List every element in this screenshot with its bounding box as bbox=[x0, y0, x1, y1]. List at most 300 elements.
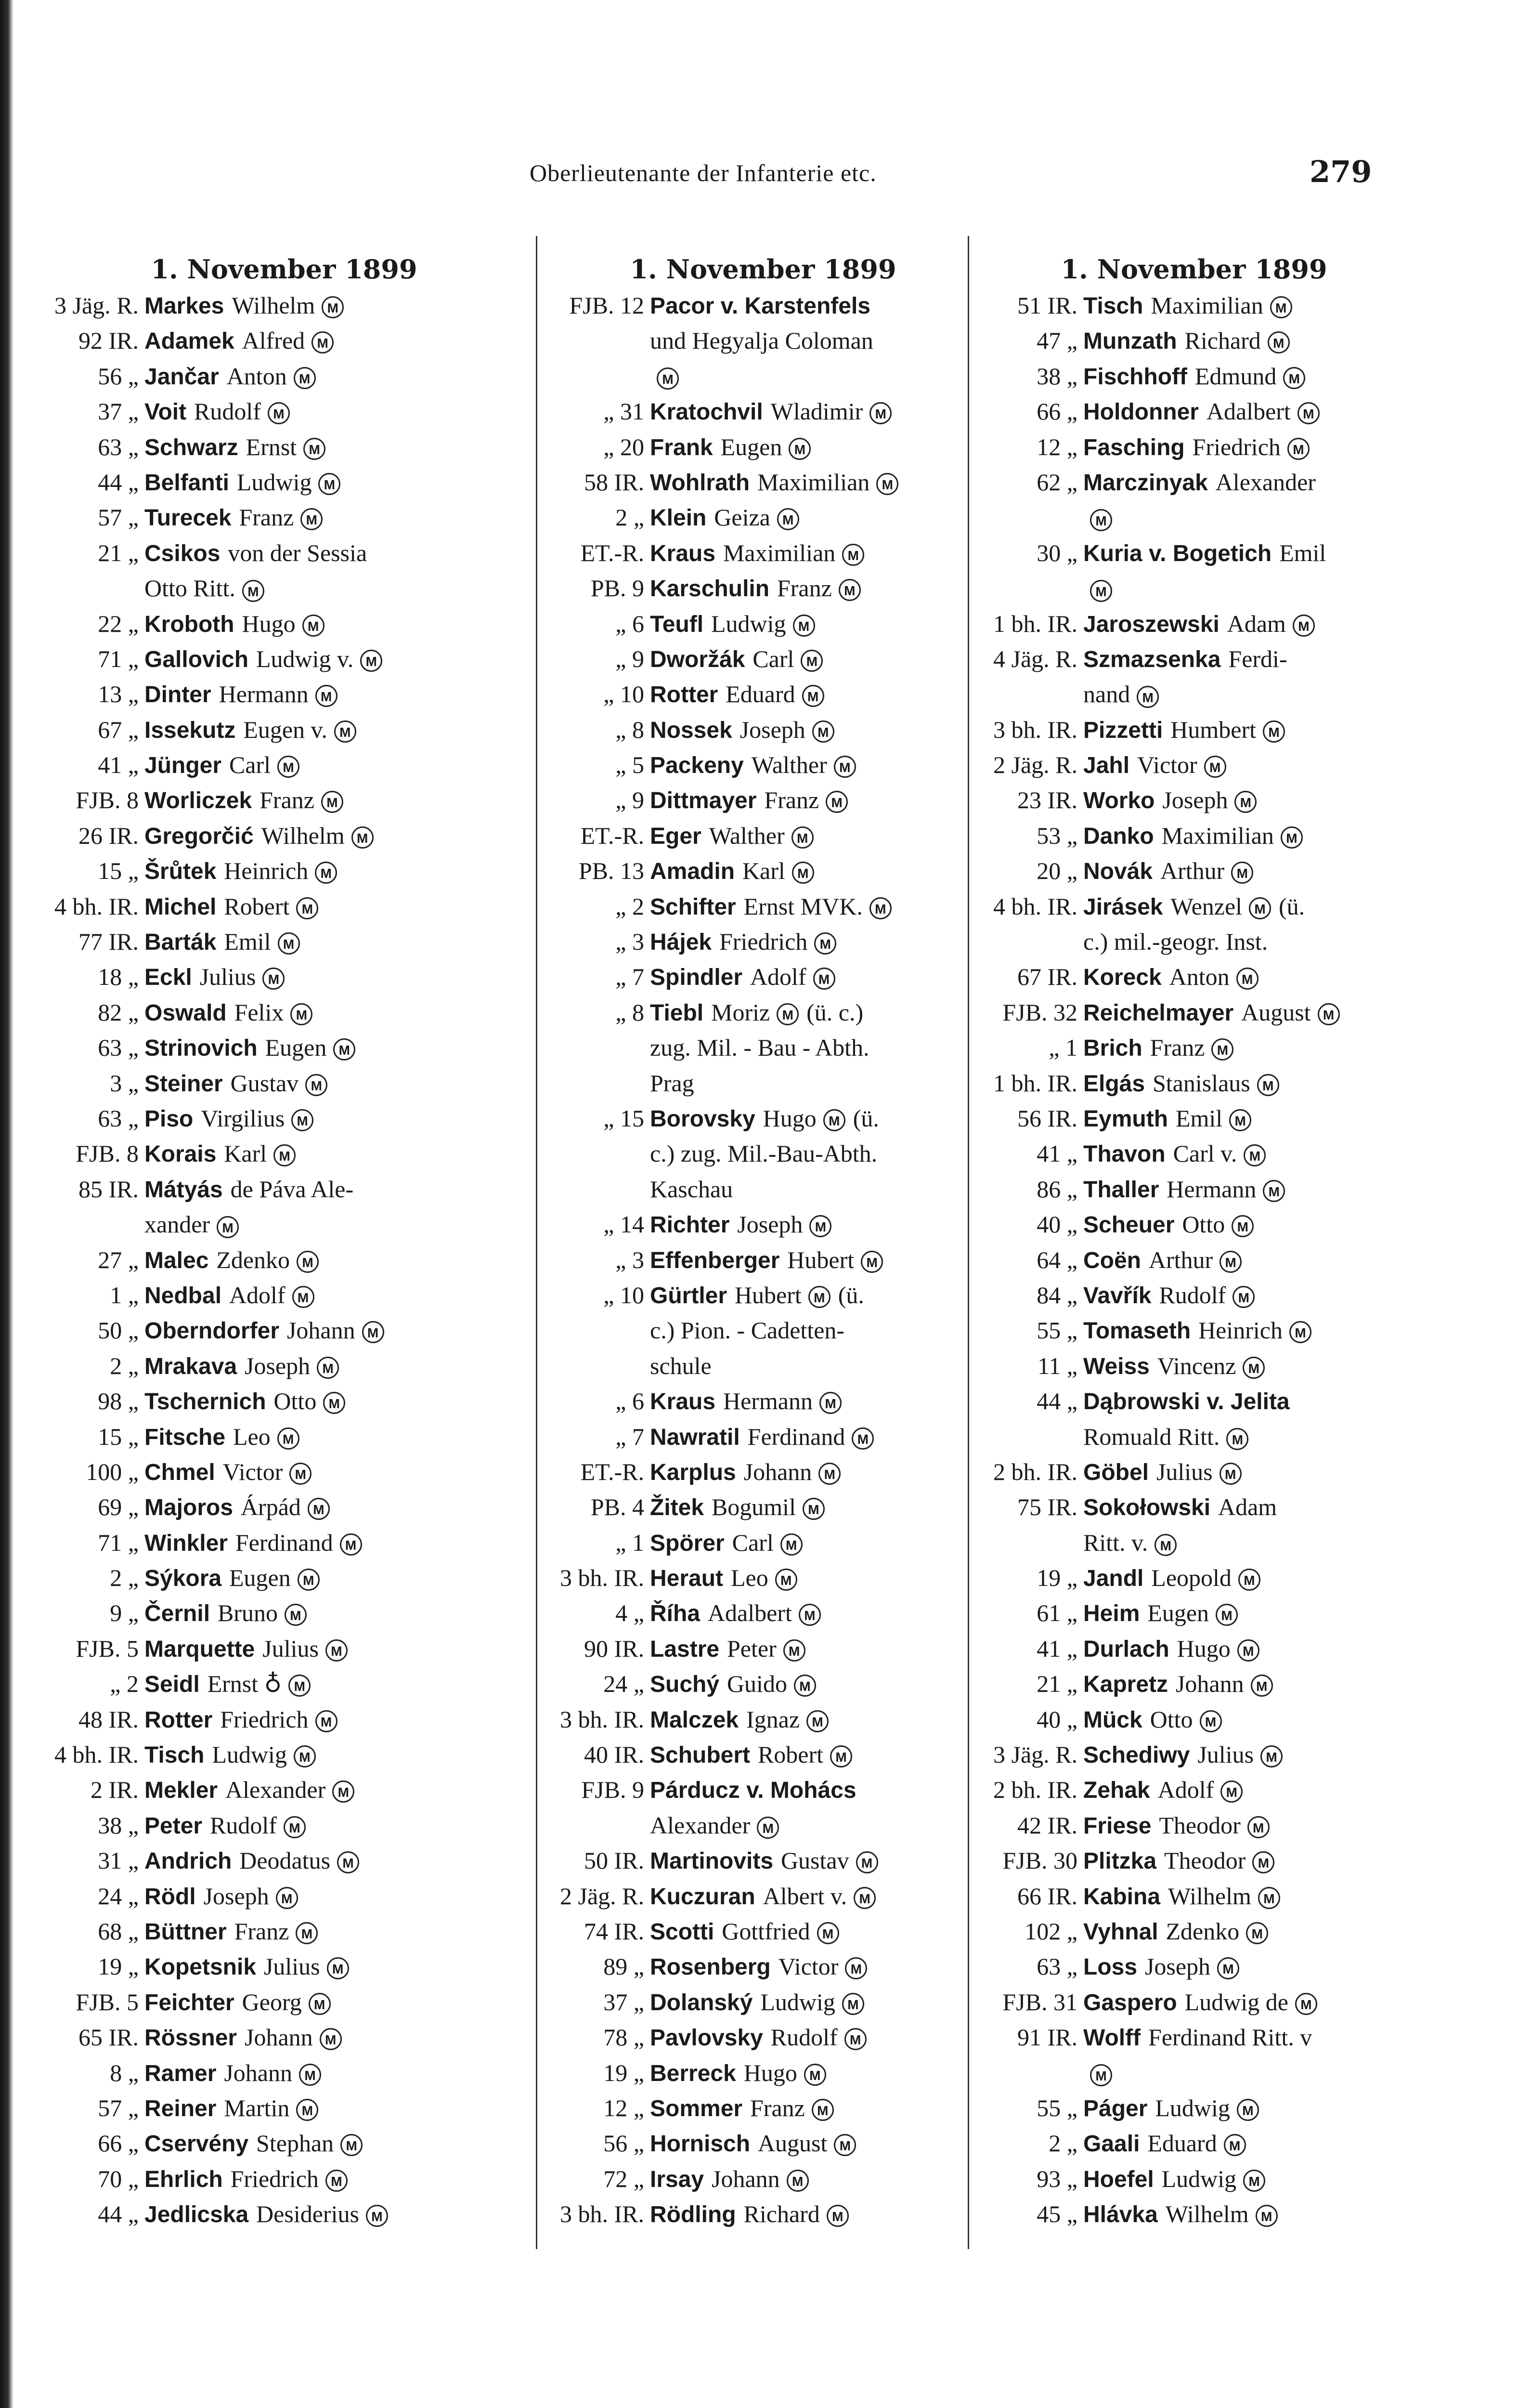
officer-given-name: Maximilian bbox=[723, 539, 836, 566]
officer-surname: Amadin bbox=[650, 859, 735, 885]
officer-given-name: Ludwig bbox=[711, 610, 786, 637]
officer-given-name: Adalbert bbox=[1206, 398, 1291, 425]
officer-entry bbox=[549, 1631, 977, 1666]
unit-designation: 44 „ bbox=[98, 2200, 139, 2228]
unit-designation: 3 Jäg. R. bbox=[993, 1741, 1077, 1768]
unit-designation: 1 bh. IR. bbox=[993, 1069, 1077, 1097]
officer-surname: Reiner bbox=[144, 2095, 217, 2121]
entry-continuation bbox=[549, 1808, 977, 1843]
officer-entry bbox=[549, 889, 977, 924]
unit-designation: 4 „ bbox=[615, 1599, 644, 1627]
officer-surname: Rotter bbox=[144, 1707, 213, 1733]
officer-surname: Martinovits bbox=[650, 1848, 774, 1874]
officer-surname: Markes bbox=[144, 293, 224, 319]
officer-entry bbox=[982, 536, 1406, 571]
unit-designation: 53 „ bbox=[1037, 822, 1077, 849]
officer-given-name: Adolf bbox=[750, 963, 806, 991]
officer-entry bbox=[982, 1313, 1406, 1348]
officer-given-name: Franz bbox=[764, 786, 819, 814]
unit-designation: „ 9 bbox=[615, 645, 644, 672]
entry-continuation bbox=[43, 1207, 525, 1242]
continuation-line bbox=[1083, 500, 1112, 535]
entry-continuation bbox=[982, 677, 1406, 712]
military-merit-medal-icon: M bbox=[303, 438, 325, 460]
officer-given-name: Stanislaus bbox=[1152, 1069, 1250, 1097]
officer-given-name: Alfred bbox=[242, 327, 305, 354]
officer-surname: Kuczuran bbox=[650, 1884, 755, 1910]
entry-note: (ü. bbox=[838, 1281, 864, 1309]
officer-surname: Frank bbox=[650, 434, 713, 460]
military-merit-medal-icon: M bbox=[1293, 615, 1315, 637]
military-merit-medal-icon: M bbox=[294, 1745, 316, 1767]
continuation-text: c.) mil.-geogr. Inst. bbox=[1083, 928, 1268, 955]
unit-designation: 57 „ bbox=[98, 2094, 139, 2121]
military-merit-medal-icon: M bbox=[321, 791, 343, 813]
officer-entry bbox=[43, 2091, 525, 2126]
officer-given-name: Alexander bbox=[1215, 468, 1316, 496]
officer-entry bbox=[549, 2091, 977, 2126]
officer-entry bbox=[43, 465, 525, 500]
officer-surname: Karschulin bbox=[650, 576, 770, 602]
continuation-line bbox=[144, 1207, 239, 1242]
officer-given-name: Edmund bbox=[1194, 362, 1277, 390]
officer-surname: Dittmayer bbox=[650, 788, 757, 814]
military-merit-medal-icon: M bbox=[808, 1286, 830, 1308]
military-merit-medal-icon: M bbox=[1137, 686, 1159, 708]
unit-designation: 102 „ bbox=[1025, 1917, 1077, 1945]
officer-entry bbox=[549, 394, 977, 429]
officer-given-name: Ludwig bbox=[1161, 2165, 1237, 2192]
officer-given-name: Franz bbox=[777, 575, 832, 602]
military-merit-medal-icon: M bbox=[292, 1286, 314, 1308]
military-merit-medal-icon: M bbox=[297, 1251, 319, 1273]
officer-surname: Brich bbox=[1083, 1035, 1142, 1061]
page-header bbox=[0, 154, 1531, 202]
unit-designation: 67 „ bbox=[98, 716, 139, 743]
officer-surname: Gaali bbox=[1083, 2131, 1140, 2157]
officer-surname: Kroboth bbox=[144, 611, 234, 637]
officer-entry bbox=[982, 1490, 1406, 1525]
officer-given-name: Otto bbox=[1182, 1211, 1225, 1238]
officer-surname: Belfanti bbox=[144, 470, 230, 496]
officer-surname: Strinovich bbox=[144, 1035, 258, 1061]
entry-continuation bbox=[43, 571, 525, 606]
officer-entry bbox=[549, 1384, 977, 1419]
officer-entry bbox=[549, 465, 977, 500]
continuation-text: xander bbox=[144, 1211, 210, 1238]
officer-surname: Friese bbox=[1083, 1813, 1152, 1839]
military-merit-medal-icon: M bbox=[332, 1780, 354, 1803]
officer-given-name: Adolf bbox=[1157, 1776, 1214, 1804]
military-merit-medal-icon: M bbox=[1246, 1922, 1268, 1944]
military-merit-medal-icon: M bbox=[262, 968, 285, 990]
officer-given-name: Karl bbox=[224, 1140, 267, 1167]
military-merit-medal-icon: M bbox=[1263, 720, 1285, 743]
officer-entry bbox=[982, 1702, 1406, 1737]
military-merit-medal-icon: M bbox=[1220, 1251, 1242, 1273]
military-merit-medal-icon: M bbox=[844, 2028, 867, 2050]
officer-surname: Spindler bbox=[650, 965, 743, 991]
officer-entry bbox=[982, 1949, 1406, 1984]
officer-entry bbox=[43, 1384, 525, 1419]
officer-entry bbox=[982, 1879, 1406, 1914]
officer-surname: Tomaseth bbox=[1083, 1318, 1191, 1344]
officer-surname: Jaroszewski bbox=[1083, 611, 1220, 637]
military-merit-medal-icon: M bbox=[812, 2099, 834, 2121]
officer-given-name: Árpád bbox=[240, 1493, 301, 1521]
officer-surname: Novák bbox=[1083, 859, 1153, 885]
officer-entry bbox=[549, 853, 977, 889]
officer-surname: Gaspero bbox=[1083, 1989, 1177, 2015]
unit-designation: ET.-R. bbox=[580, 1458, 644, 1485]
military-merit-medal-icon: M bbox=[1258, 1887, 1280, 1909]
military-merit-medal-icon: M bbox=[1220, 1780, 1243, 1803]
continuation-text: nand bbox=[1083, 681, 1130, 708]
military-merit-medal-icon: M bbox=[780, 1533, 803, 1556]
officer-given-name: Julius bbox=[262, 1635, 319, 1662]
officer-surname: Dinter bbox=[144, 682, 211, 708]
officer-given-name: Hermann bbox=[219, 681, 309, 708]
officer-surname: Dolanský bbox=[650, 1989, 753, 2015]
unit-designation: FJB. 8 bbox=[76, 786, 139, 814]
unit-designation: 20 „ bbox=[1037, 857, 1077, 885]
officer-given-name: August bbox=[757, 2130, 828, 2157]
entry-note: (ü. c.) bbox=[806, 998, 864, 1026]
officer-surname: Schwarz bbox=[144, 434, 238, 460]
officer-surname: Dąbrowski v. Jelita bbox=[1083, 1389, 1290, 1415]
officer-surname: Žitek bbox=[650, 1495, 704, 1521]
military-merit-medal-icon: M bbox=[1220, 1463, 1242, 1485]
officer-given-name: Albert v. bbox=[763, 1882, 847, 1910]
continuation-text: Prag bbox=[650, 1069, 694, 1097]
officer-surname: Rotter bbox=[650, 682, 718, 708]
unit-designation: 63 „ bbox=[98, 1104, 139, 1132]
roster-column-1 bbox=[43, 250, 525, 2232]
officer-entry bbox=[982, 394, 1406, 429]
officer-given-name: Joseph bbox=[740, 716, 805, 743]
officer-given-name: Franz bbox=[259, 786, 314, 814]
officer-entry bbox=[549, 2020, 977, 2055]
unit-designation: 63 „ bbox=[1037, 1953, 1077, 1980]
officer-surname: Peter bbox=[144, 1813, 203, 1839]
officer-given-name: Gustav bbox=[780, 1847, 849, 1874]
officer-given-name: Richard bbox=[1184, 327, 1261, 354]
officer-given-name: Otto bbox=[273, 1387, 317, 1415]
officer-given-name: Leopold bbox=[1151, 1564, 1232, 1592]
officer-entry bbox=[43, 500, 525, 535]
military-merit-medal-icon: M bbox=[801, 650, 823, 672]
officer-given-name: Friedrich bbox=[719, 928, 808, 955]
entry-continuation bbox=[549, 1030, 977, 1065]
officer-entry bbox=[982, 1454, 1406, 1490]
officer-surname: Thaller bbox=[1083, 1177, 1159, 1203]
military-merit-medal-icon: M bbox=[1289, 1321, 1311, 1343]
officer-given-name: Adalbert bbox=[707, 1599, 792, 1627]
continuation-text: zug. Mil. - Bau - Abth. bbox=[650, 1034, 869, 1061]
unit-designation: 38 „ bbox=[1037, 362, 1077, 390]
officer-entry bbox=[43, 1985, 525, 2020]
military-merit-medal-icon: M bbox=[834, 2134, 856, 2156]
officer-given-name: Ludwig bbox=[236, 468, 312, 496]
continuation-text: c.) Pion. - Cadetten- bbox=[650, 1317, 845, 1344]
officer-entry bbox=[43, 783, 525, 818]
officer-surname: Jünger bbox=[144, 753, 222, 779]
military-merit-medal-icon: M bbox=[325, 2170, 348, 2192]
officer-given-name: Vincenz bbox=[1157, 1352, 1236, 1379]
officer-given-name: Wladimir bbox=[770, 398, 863, 425]
officer-surname: Barták bbox=[144, 929, 217, 955]
officer-entry bbox=[982, 1914, 1406, 1949]
officer-surname: Tisch bbox=[1083, 293, 1143, 319]
officer-surname: Oswald bbox=[144, 1000, 227, 1026]
unit-designation: 74 IR. bbox=[584, 1917, 644, 1945]
military-merit-medal-icon: M bbox=[288, 1675, 311, 1697]
continuation-line bbox=[1083, 2055, 1112, 2091]
officer-surname: Ehrlich bbox=[144, 2166, 223, 2192]
military-merit-medal-icon: M bbox=[1256, 2205, 1278, 2227]
unit-designation: 24 „ bbox=[603, 1670, 644, 1698]
officer-given-name: Rudolf bbox=[194, 398, 261, 425]
unit-designation: 41 „ bbox=[1037, 1635, 1077, 1662]
unit-designation: 18 „ bbox=[98, 963, 139, 991]
military-merit-medal-icon: M bbox=[876, 473, 898, 495]
officer-entry bbox=[43, 1949, 525, 1984]
officer-surname: Andrich bbox=[144, 1848, 232, 1874]
officer-entry bbox=[43, 747, 525, 783]
officer-surname: Piso bbox=[144, 1106, 194, 1132]
unit-designation: 2 bh. IR. bbox=[993, 1458, 1077, 1485]
officer-entry bbox=[549, 1560, 977, 1596]
officer-surname: Teufl bbox=[650, 611, 704, 637]
officer-entry bbox=[982, 1066, 1406, 1101]
officer-surname: Richter bbox=[650, 1212, 730, 1238]
officer-entry bbox=[549, 2126, 977, 2161]
officer-surname: Sokołowski bbox=[1083, 1495, 1211, 1521]
officer-entry bbox=[982, 1030, 1406, 1065]
military-merit-medal-icon: M bbox=[296, 1922, 318, 1944]
continuation-text: Alexander bbox=[650, 1811, 751, 1839]
officer-surname: Hornisch bbox=[650, 2131, 751, 2157]
unit-designation: 82 „ bbox=[98, 998, 139, 1026]
military-merit-medal-icon: M bbox=[309, 1993, 331, 2015]
officer-given-name: Julius bbox=[199, 963, 256, 991]
unit-designation: 47 „ bbox=[1037, 327, 1077, 354]
unit-designation: 40 „ bbox=[1037, 1211, 1077, 1238]
officer-given-name: Ludwig bbox=[760, 1988, 835, 2015]
officer-given-name: Robert bbox=[224, 892, 290, 920]
officer-entry bbox=[43, 359, 525, 394]
officer-entry bbox=[982, 1843, 1406, 1878]
officer-given-name: Desiderius bbox=[256, 2200, 359, 2228]
military-merit-medal-icon: M bbox=[318, 473, 340, 495]
officer-surname: Szmazsenka bbox=[1083, 646, 1221, 672]
officer-entry bbox=[549, 1490, 977, 1525]
unit-designation: 22 „ bbox=[98, 610, 139, 637]
officer-entry bbox=[549, 536, 977, 571]
officer-given-name: Humbert bbox=[1170, 716, 1256, 743]
unit-designation: FJB. 9 bbox=[581, 1776, 644, 1804]
officer-given-name: Franz bbox=[750, 2094, 805, 2121]
continuation-text: Otto Ritt. bbox=[144, 575, 235, 602]
military-merit-medal-icon: M bbox=[834, 756, 856, 778]
officer-entry bbox=[43, 1702, 525, 1737]
continuation-text: Kaschau bbox=[650, 1175, 733, 1203]
officer-given-name: Hubert bbox=[734, 1281, 802, 1309]
officer-given-name: Ludwig bbox=[1155, 2094, 1230, 2121]
entry-continuation bbox=[549, 1066, 977, 1101]
officer-given-name: Moriz bbox=[711, 998, 770, 1026]
officer-given-name: Felix bbox=[234, 998, 284, 1026]
military-merit-medal-icon: M bbox=[1297, 402, 1320, 424]
unit-designation: 24 „ bbox=[98, 1882, 139, 1910]
unit-designation: 56 IR. bbox=[1017, 1104, 1077, 1132]
officer-given-name: Ferdinand bbox=[747, 1423, 845, 1450]
officer-surname: Karplus bbox=[650, 1459, 736, 1485]
officer-surname: Oberndorfer bbox=[144, 1318, 280, 1344]
officer-entry bbox=[982, 1985, 1406, 2020]
military-merit-medal-icon: M bbox=[812, 720, 834, 743]
officer-given-name: Ernst MVK. bbox=[743, 892, 863, 920]
officer-given-name: Otto bbox=[1150, 1705, 1193, 1733]
unit-designation: 68 „ bbox=[98, 1917, 139, 1945]
officer-given-name: Hugo bbox=[242, 610, 296, 637]
officer-surname: Feichter bbox=[144, 1989, 234, 2015]
military-merit-medal-icon: M bbox=[337, 1851, 359, 1873]
unit-designation: „ 5 bbox=[615, 751, 644, 779]
officer-surname: Michel bbox=[144, 894, 217, 920]
military-merit-medal-icon: M bbox=[291, 1109, 313, 1131]
officer-given-name: Franz bbox=[1150, 1034, 1205, 1061]
officer-entry bbox=[43, 288, 525, 323]
officer-entry bbox=[549, 712, 977, 747]
officer-entry bbox=[43, 1737, 525, 1772]
officer-surname: Spörer bbox=[650, 1530, 725, 1556]
officer-given-name: Rudolf bbox=[770, 2024, 838, 2051]
officer-given-name: Joseph bbox=[737, 1211, 803, 1238]
officer-entry bbox=[549, 1207, 977, 1242]
officer-given-name: Victor bbox=[222, 1458, 283, 1485]
unit-designation: „ 7 bbox=[615, 1423, 644, 1450]
officer-surname: Tiebl bbox=[650, 1000, 704, 1026]
military-merit-medal-icon: M bbox=[793, 615, 815, 637]
officer-entry bbox=[43, 1490, 525, 1525]
unit-designation: 100 „ bbox=[86, 1458, 139, 1485]
military-merit-medal-icon: M bbox=[1243, 2170, 1265, 2192]
officer-given-name: Johann bbox=[1175, 1670, 1244, 1698]
military-merit-medal-icon: M bbox=[869, 897, 892, 919]
officer-given-name: Johann bbox=[712, 2165, 780, 2192]
officer-given-name: Anton bbox=[1169, 963, 1230, 991]
unit-designation: ET.-R. bbox=[580, 822, 644, 849]
military-merit-medal-icon: M bbox=[854, 1887, 876, 1909]
officer-surname: Seidl bbox=[144, 1672, 200, 1698]
officer-entry bbox=[43, 1666, 525, 1701]
running-title: Oberlieutenante der Infanterie etc. bbox=[530, 159, 877, 186]
military-merit-medal-icon: M bbox=[813, 968, 835, 990]
military-merit-medal-icon: M bbox=[1217, 1957, 1239, 1979]
officer-surname: Kabina bbox=[1083, 1884, 1161, 1910]
officer-entry bbox=[549, 783, 977, 818]
officer-given-name: Johann bbox=[224, 2059, 292, 2086]
officer-given-name: Emil bbox=[1175, 1104, 1223, 1132]
officer-entry bbox=[982, 747, 1406, 783]
military-merit-medal-icon: M bbox=[1244, 1144, 1266, 1166]
military-merit-medal-icon: M bbox=[802, 685, 824, 707]
officer-given-name: Wilhelm bbox=[1168, 1882, 1251, 1910]
officer-entry bbox=[43, 995, 525, 1030]
entry-continuation bbox=[549, 1348, 977, 1384]
unit-designation: 15 „ bbox=[98, 1423, 139, 1450]
officer-entry bbox=[43, 1454, 525, 1490]
military-merit-medal-icon: M bbox=[777, 1003, 799, 1025]
officer-entry bbox=[43, 536, 525, 571]
officer-entry bbox=[43, 430, 525, 465]
officer-entry bbox=[43, 1808, 525, 1843]
unit-designation: „ 3 bbox=[615, 1246, 644, 1273]
unit-designation: 92 IR. bbox=[78, 327, 139, 354]
officer-given-name: Julius bbox=[1197, 1741, 1254, 1768]
roster-list bbox=[549, 288, 977, 2232]
officer-given-name: Arthur bbox=[1160, 857, 1225, 885]
military-merit-medal-icon: M bbox=[777, 508, 799, 530]
officer-surname: Gregorčić bbox=[144, 823, 254, 849]
unit-designation: „ 3 bbox=[615, 928, 644, 955]
unit-designation: 19 „ bbox=[1037, 1564, 1077, 1592]
unit-designation: 71 „ bbox=[98, 1529, 139, 1556]
military-merit-medal-icon: M bbox=[305, 1074, 327, 1096]
unit-designation: 65 IR. bbox=[78, 2024, 139, 2051]
officer-surname: Marczinyak bbox=[1083, 470, 1208, 496]
military-merit-medal-icon: M bbox=[276, 1887, 298, 1909]
military-merit-medal-icon: M bbox=[302, 615, 324, 637]
officer-surname: Scheuer bbox=[1083, 1212, 1175, 1238]
military-merit-medal-icon: M bbox=[1263, 1180, 1285, 1202]
military-merit-medal-icon: M bbox=[278, 932, 300, 955]
officer-surname: Heraut bbox=[650, 1566, 724, 1592]
officer-surname: Kopetsnik bbox=[144, 1954, 257, 1980]
military-merit-medal-icon: M bbox=[300, 508, 323, 530]
military-merit-medal-icon: M bbox=[818, 1463, 841, 1485]
officer-entry bbox=[982, 1772, 1406, 1807]
unit-designation: 30 „ bbox=[1037, 539, 1077, 566]
officer-entry bbox=[982, 465, 1406, 500]
military-merit-medal-icon: M bbox=[277, 756, 299, 778]
unit-designation: 93 „ bbox=[1037, 2165, 1077, 2192]
officer-surname: Sommer bbox=[650, 2095, 743, 2121]
officer-given-name: Hugo bbox=[1177, 1635, 1231, 1662]
unit-designation: 66 „ bbox=[1037, 398, 1077, 425]
unit-designation: 48 IR. bbox=[78, 1705, 139, 1733]
military-merit-medal-icon: M bbox=[1252, 1851, 1274, 1873]
officer-surname: Coën bbox=[1083, 1247, 1141, 1273]
military-merit-medal-icon: M bbox=[819, 1392, 842, 1414]
military-merit-medal-icon: M bbox=[842, 1993, 864, 2015]
entry-continuation bbox=[982, 2055, 1406, 2091]
officer-given-name: Peter bbox=[727, 1635, 777, 1662]
unit-designation: 31 „ bbox=[98, 1847, 139, 1874]
military-merit-medal-icon: M bbox=[657, 367, 679, 390]
officer-surname: Jančar bbox=[144, 364, 219, 390]
officer-given-name: Maximilian bbox=[1161, 822, 1274, 849]
officer-surname: Issekutz bbox=[144, 717, 236, 743]
continuation-text: Romuald Ritt. bbox=[1083, 1423, 1220, 1450]
unit-designation: 63 „ bbox=[98, 1034, 139, 1061]
officer-given-name: Gustav bbox=[230, 1069, 299, 1097]
officer-given-name: Robert bbox=[757, 1741, 824, 1768]
officer-given-name: Zdenko bbox=[1166, 1917, 1240, 1945]
military-merit-medal-icon: M bbox=[861, 1251, 883, 1273]
military-merit-medal-icon: M bbox=[792, 862, 814, 884]
